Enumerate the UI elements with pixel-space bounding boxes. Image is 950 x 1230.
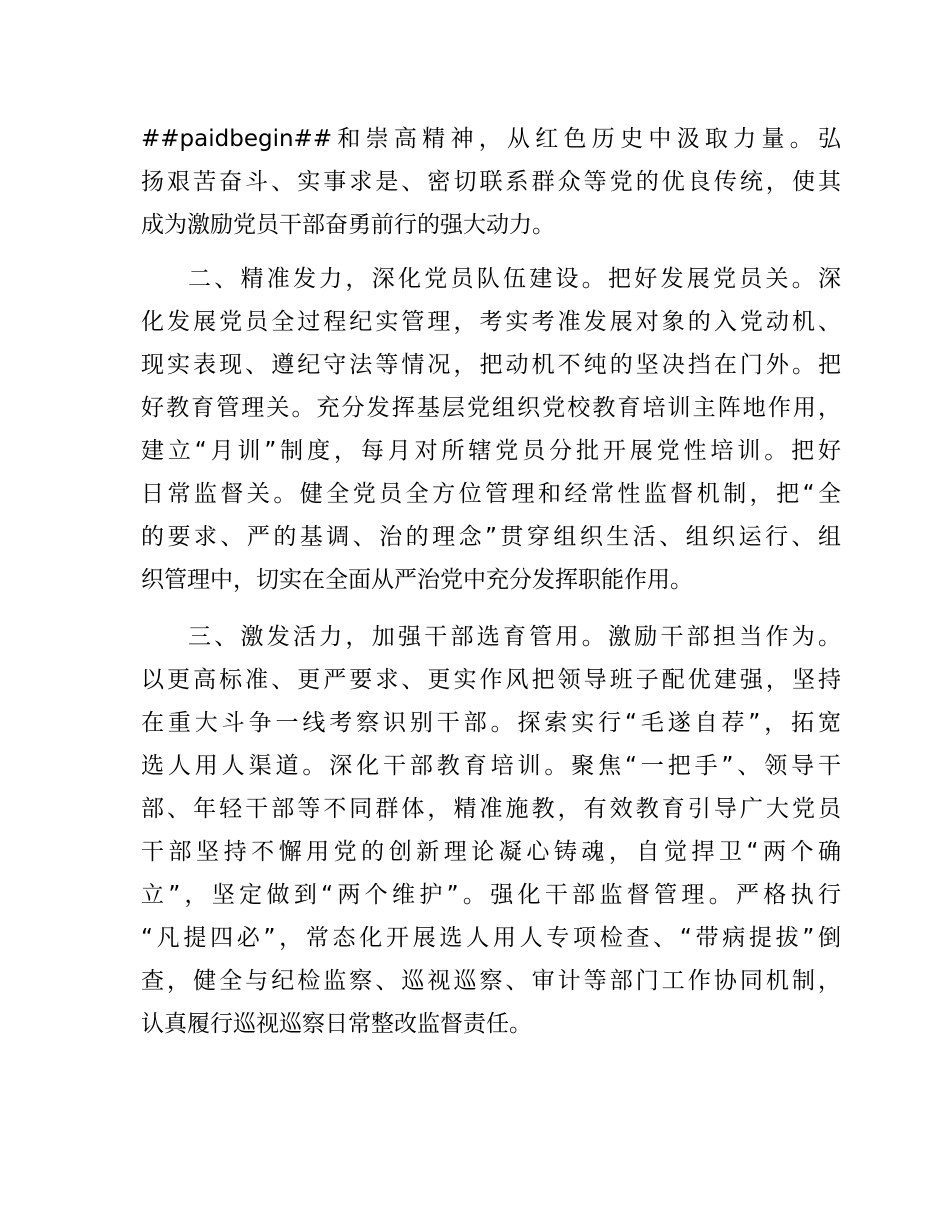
paragraph-cadre-management <box>141 616 841 1046</box>
text-line: 二、精准发力，深化党员队伍建设。把好发展党员关。深 <box>188 266 841 292</box>
text-line: 立”，坚定做到“两个维护”。强化干部监督管理。严格执行 <box>141 882 841 908</box>
text-line: 认真履行巡视巡察日常整改监督责任。 <box>141 1011 532 1037</box>
text-line: 扬艰苦奋斗、实事求是、密切联系群众等党的优良传统，使其 <box>141 169 841 195</box>
text-line: 查，健全与纪检监察、巡视巡察、审计等部门工作协同机制， <box>141 968 841 994</box>
text-line: ##paidbegin##和崇高精神，从红色历史中汲取力量。弘 <box>141 126 841 152</box>
text-line: 成为激励党员干部奋勇前行的强大动力。 <box>141 212 555 238</box>
text-line: 好教育管理关。充分发挥基层党组织党校教育培训主阵地作用， <box>141 395 841 421</box>
text-line: 现实表现、遵纪守法等情况，把动机不纯的坚决挡在门外。把 <box>141 352 841 378</box>
text-line: 建立“月训”制度，每月对所辖党员分批开展党性培训。把好 <box>141 438 841 464</box>
text-line: 在重大斗争一线考察识别干部。探索实行“毛遂自荐”，拓宽 <box>141 710 841 736</box>
text-line: 日常监督关。健全党员全方位管理和经常性监督机制，把“全 <box>141 481 841 507</box>
paragraph-continuation <box>141 118 841 247</box>
text-line: 选人用人渠道。深化干部教育培训。聚焦“一把手”、领导干 <box>141 753 841 779</box>
text-line: 干部坚持不懈用党的创新理论凝心铸魂，自觉捍卫“两个确 <box>141 839 841 865</box>
paragraph-party-member-building <box>141 258 841 602</box>
text-line: 织管理中，切实在全面从严治党中充分发挥职能作用。 <box>141 567 693 593</box>
text-line: 以更高标准、更严要求、更实作风把领导班子配优建强，坚持 <box>141 667 841 693</box>
text-line: 三、激发活力，加强干部选育管用。激励干部担当作为。 <box>188 624 841 650</box>
text-line: “凡提四必”，常态化开展选人用人专项检查、“带病提拔”倒 <box>141 925 841 951</box>
text-line: 化发展党员全过程纪实管理，考实考准发展对象的入党动机、 <box>141 309 841 335</box>
text-line: 部、年轻干部等不同群体，精准施教，有效教育引导广大党员 <box>141 796 841 822</box>
text-line: 的要求、严的基调、治的理念”贯穿组织生活、组织运行、组 <box>141 524 841 550</box>
